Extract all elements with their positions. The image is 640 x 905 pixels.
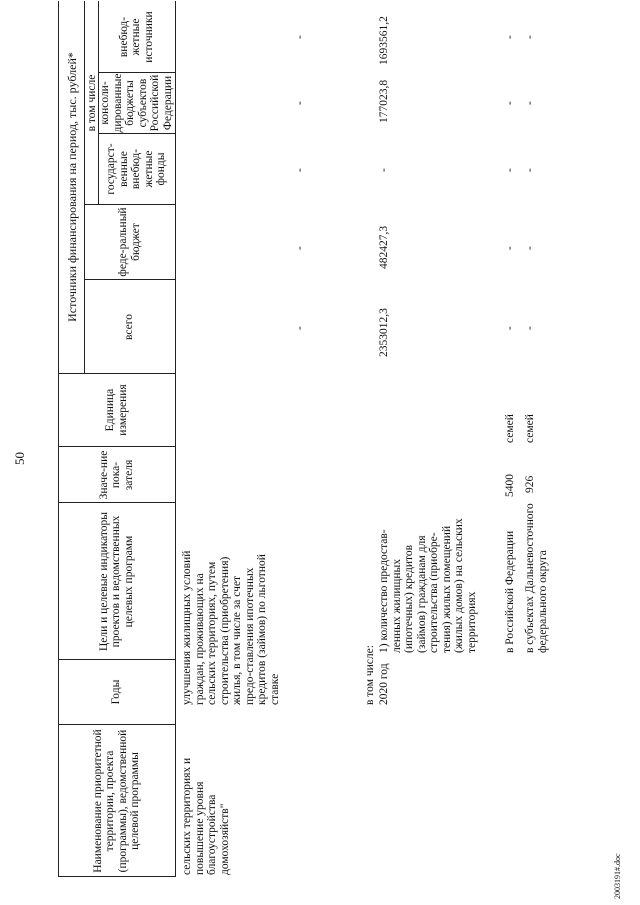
- row-extra: 1693561,2: [378, 16, 390, 65]
- body-goal-text: улучшения жилищных условий граждан, проживающих на сельских территориях, путем строительства (приобретения) жилья, в том числе за счет предо-ставления ипотечных кредитов (займов) по льготной ставке: [181, 550, 281, 705]
- row-dfo-extra-2: -: [524, 35, 536, 39]
- col-sep-8: [98, 133, 175, 134]
- row-state-funds: -: [378, 168, 390, 172]
- header-bottom-border: [175, 1, 176, 877]
- header-goals: Цели и целевые индикаторы проектов и ведомственных целевых программ: [97, 511, 135, 652]
- body-name-continuation: сельских территориях и повышение уровня благоустройства домохозяйств": [181, 757, 231, 875]
- table-left-border: [58, 876, 175, 877]
- col-sep-5: [58, 373, 175, 374]
- prev-extra: -: [294, 35, 306, 39]
- header-extra: внебюд-жетные источники: [117, 11, 155, 63]
- col-sep-7: [84, 204, 175, 205]
- row-dfo-value: 926: [524, 475, 536, 493]
- year-label: 2020 год: [378, 663, 390, 705]
- header-sources-title: Источники финансирования на период, тыс. рублей*: [64, 52, 79, 322]
- row-rf-value: 5400: [504, 474, 516, 497]
- header-federal: феде-ральный бюджет: [117, 207, 142, 277]
- col-sep-3: [58, 502, 175, 503]
- row-dfo-label: в субъектах Дальневосточного федерального округа: [524, 503, 549, 653]
- row-dfo-state-funds-2: -: [524, 168, 536, 172]
- row-regional: 177023,8: [378, 79, 390, 123]
- row-rf-unit: семей: [504, 414, 516, 443]
- prev-regional: -: [294, 101, 306, 105]
- prev-total: -: [294, 326, 306, 330]
- header-in-that-number: в том числе: [85, 74, 98, 132]
- row-dfo-regional: -: [504, 101, 516, 105]
- row-dfo-total-2: -: [524, 326, 536, 330]
- row-dfo-total: -: [504, 326, 516, 330]
- page-number: 50: [12, 452, 27, 465]
- col-sep-6: [84, 279, 175, 280]
- row-total: 2353012,3: [378, 308, 390, 357]
- header-regional: консоли-дированные бюджеты субъектов Российской Федерации: [99, 73, 174, 133]
- header-years: Годы: [110, 679, 123, 705]
- header-value: Значе-ние пока-зателя: [97, 450, 135, 500]
- prev-state-funds: -: [294, 168, 306, 172]
- row-dfo-unit: семей: [524, 414, 536, 443]
- header-unit: Единица измерения: [104, 384, 129, 436]
- row-rf-label: в Российской Федерации: [504, 530, 516, 653]
- indicator-text: 1) количество предостав-ленных жилищных (ипотечных) кредитов (займов) гражданам для строительства (приобре-тения) жилых помещений (жилых домов) на сельских территориях: [378, 518, 478, 653]
- row-dfo-federal: -: [504, 246, 516, 250]
- row-dfo-regional-2: -: [524, 101, 536, 105]
- col-sep-1: [58, 724, 175, 725]
- document-code: 2003191#.doc: [613, 853, 622, 899]
- sources-title-line: [84, 1, 85, 374]
- col-sep-4: [58, 446, 175, 447]
- row-dfo-federal-2: -: [524, 246, 536, 250]
- prev-federal: -: [294, 246, 306, 250]
- header-state-funds: государст-венные внебюд-жетные фонды: [105, 143, 168, 195]
- header-name: Наименование приоритетной территории, проекта (программы), ведомственной целевой программы: [91, 729, 141, 873]
- header-total: всего: [123, 314, 136, 340]
- row-dfo-extra: -: [504, 35, 516, 39]
- row-dfo-state-funds: -: [504, 168, 516, 172]
- table-top-border: [58, 1, 59, 877]
- col-sep-2: [58, 659, 175, 660]
- row-federal: 482427,3: [378, 225, 390, 269]
- in-that-number-label: в том числе:: [364, 645, 376, 705]
